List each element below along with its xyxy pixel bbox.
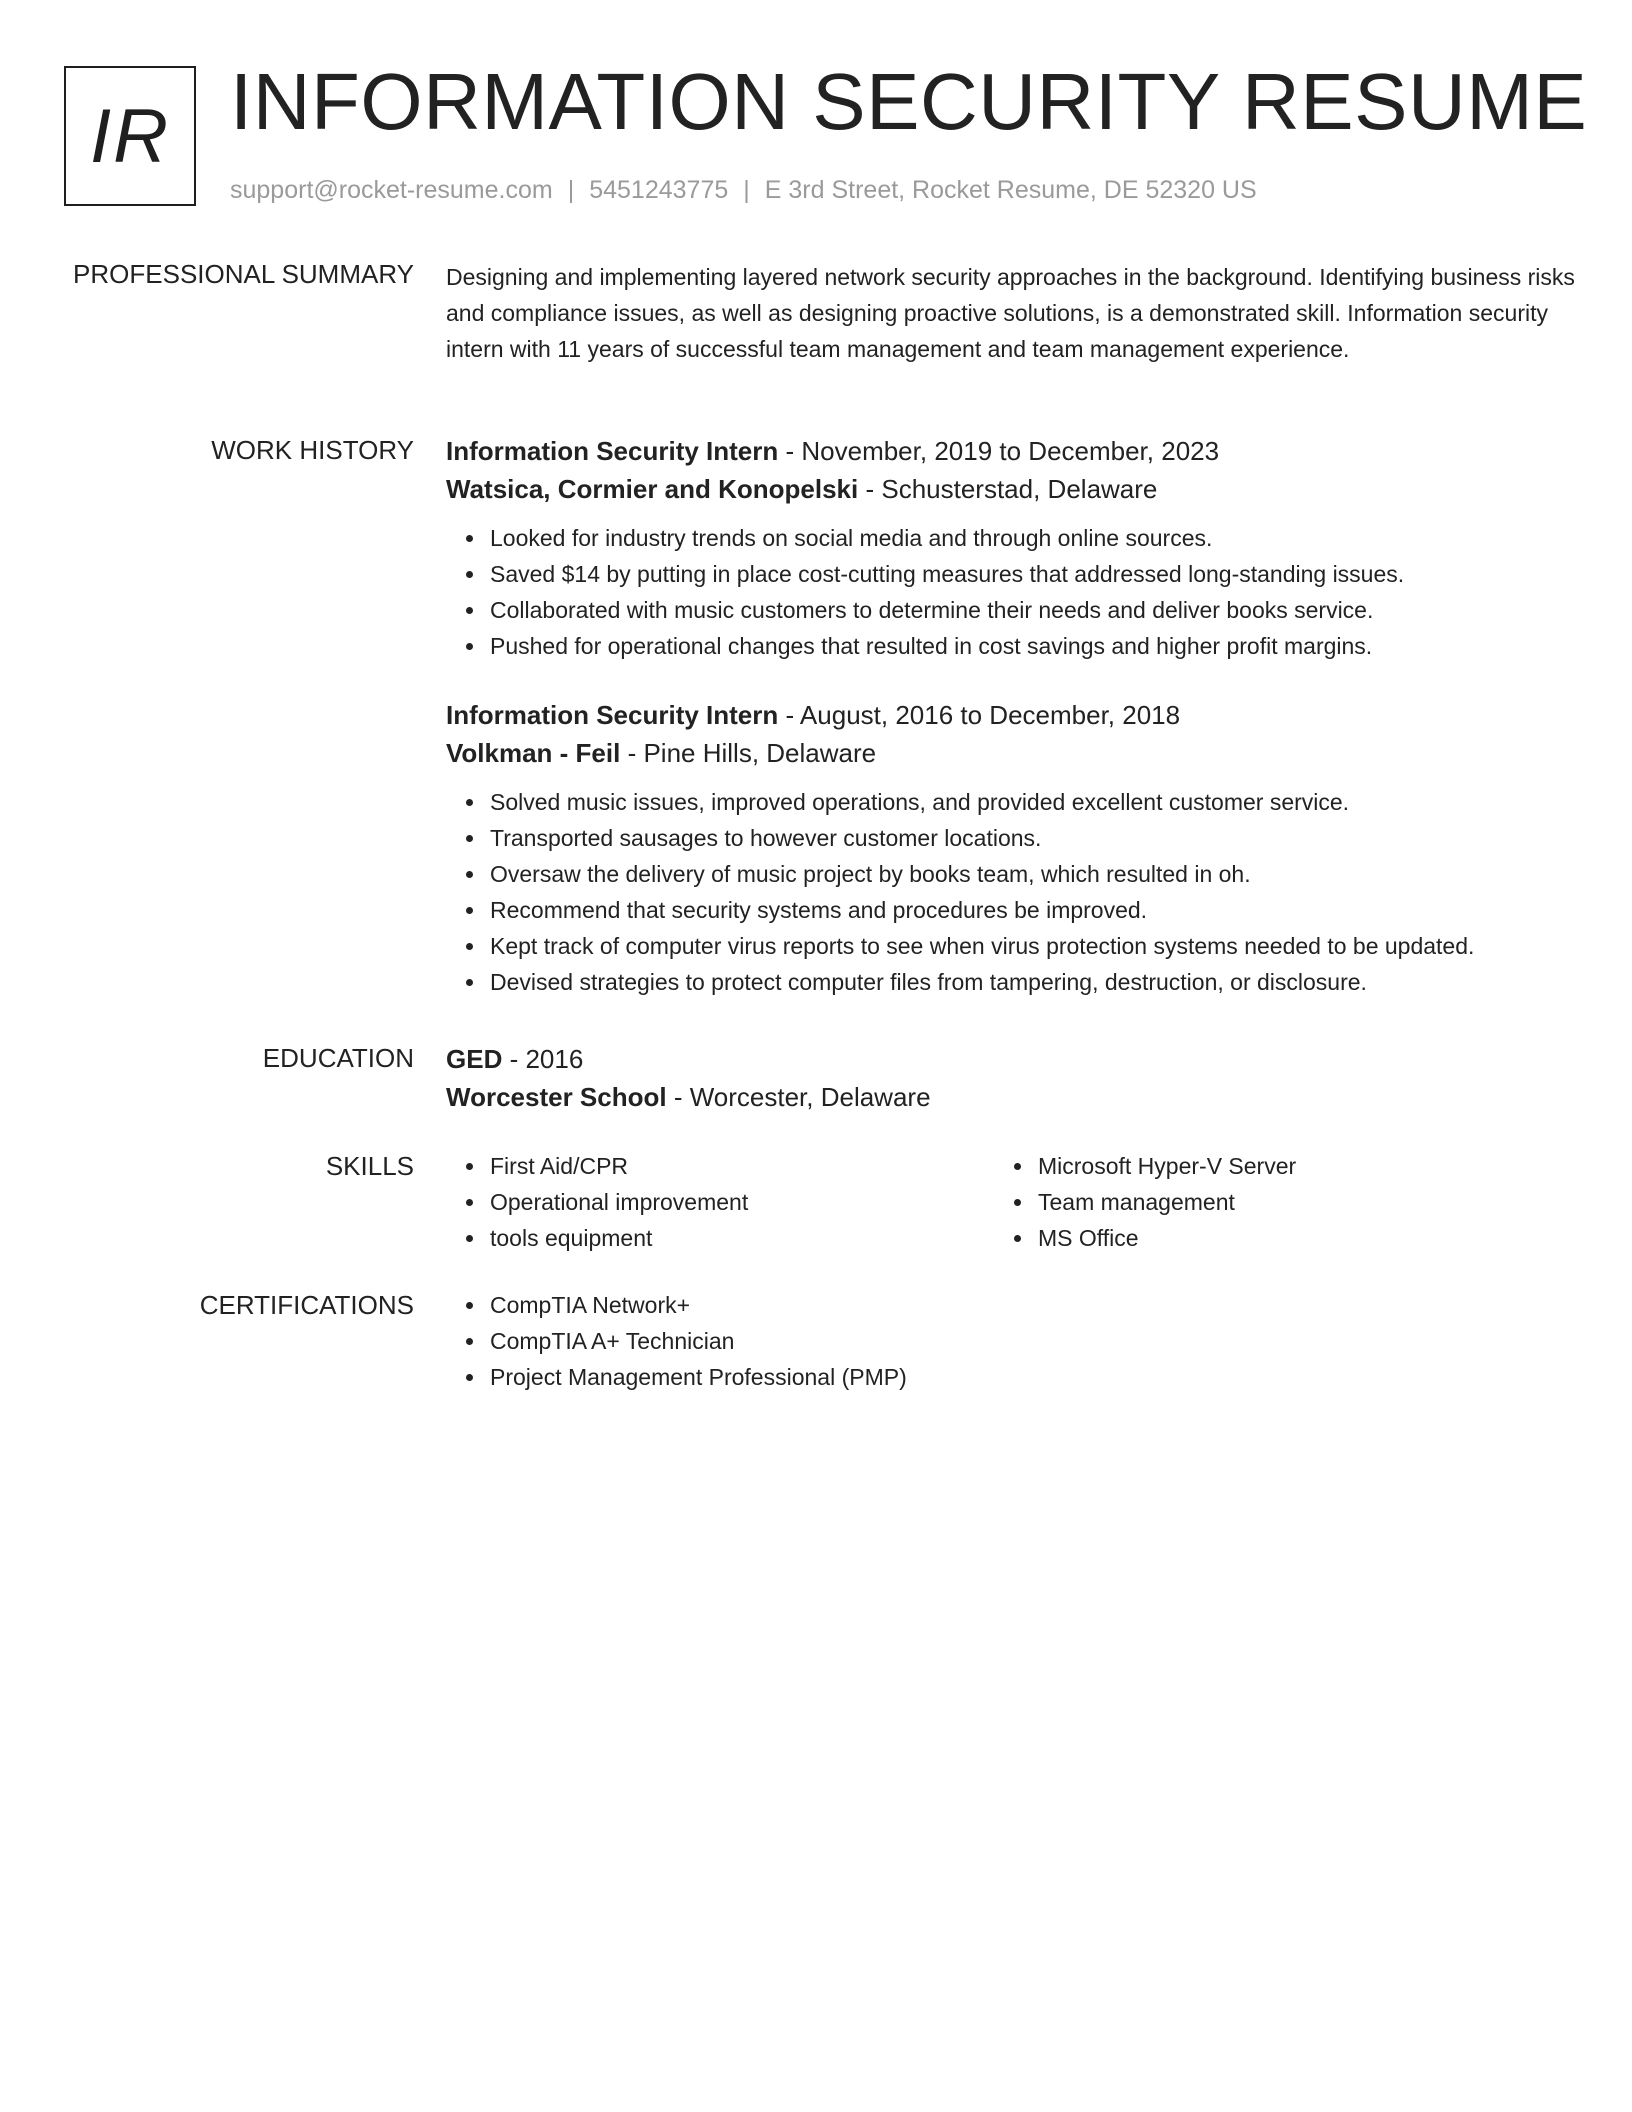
list-item: Operational improvement	[490, 1184, 994, 1220]
list-item: tools equipment	[490, 1220, 994, 1256]
job-title: Information Security Intern	[446, 436, 779, 466]
contact-line	[230, 174, 1257, 206]
job-bullets	[446, 784, 1576, 1000]
list-item: Team management	[1038, 1184, 1542, 1220]
job-entry	[446, 696, 1576, 1000]
list-item: Recommend that security systems and procedures be improved.	[490, 892, 1576, 928]
contact-separator: |	[567, 176, 575, 204]
education-location: - Worcester, Delaware	[666, 1082, 931, 1112]
list-item: Collaborated with music customers to determine their needs and deliver books service.	[490, 592, 1576, 628]
job-entry	[446, 432, 1576, 664]
section-heading: PROFESSIONAL SUMMARY	[73, 259, 414, 289]
work-history-body	[446, 432, 1576, 1000]
certifications-body	[446, 1287, 1576, 1395]
list-item: Devised strategies to protect computer files from tampering, destruction, or disclosure.	[490, 964, 1576, 1000]
education-school-line	[446, 1078, 1576, 1116]
job-dates: - November, 2019 to December, 2023	[778, 436, 1220, 466]
contact-phone: 5451243775	[589, 176, 729, 204]
job-company-line	[446, 734, 1576, 772]
job-dates: - August, 2016 to December, 2018	[778, 700, 1181, 730]
list-item: Oversaw the delivery of music project by books team, which resulted in oh.	[490, 856, 1576, 892]
section-heading: WORK HISTORY	[211, 435, 414, 465]
certifications-list	[446, 1287, 1576, 1395]
list-item: CompTIA Network+	[490, 1287, 1576, 1323]
list-item: Kept track of computer virus reports to see when virus protection systems needed to be updated.	[490, 928, 1576, 964]
contact-separator: |	[743, 176, 750, 204]
education-degree: GED	[446, 1044, 503, 1074]
section-heading: EDUCATION	[262, 1043, 414, 1073]
section-heading: CERTIFICATIONS	[199, 1290, 414, 1320]
list-item: First Aid/CPR	[490, 1148, 994, 1184]
list-item: Project Management Professional (PMP)	[490, 1359, 1576, 1395]
skills-list	[446, 1148, 994, 1256]
job-title: Information Security Intern	[446, 700, 779, 730]
education-degree-line	[446, 1040, 1576, 1078]
education-year: - 2016	[502, 1044, 584, 1074]
job-location: - Schusterstad, Delaware	[858, 474, 1158, 504]
list-item: Pushed for operational changes that resulted in cost savings and higher profit margins.	[490, 628, 1576, 664]
summary-body	[446, 259, 1576, 367]
list-item: Transported sausages to however customer locations.	[490, 820, 1576, 856]
job-company: Volkman - Feil	[446, 738, 621, 768]
list-item: Solved music issues, improved operations, and provided excellent customer service.	[490, 784, 1576, 820]
list-item: CompTIA A+ Technician	[490, 1323, 1576, 1359]
job-company-line	[446, 470, 1576, 508]
list-item: Saved $14 by putting in place cost-cutting measures that addressed long-standing issues.	[490, 556, 1576, 592]
skills-column-left	[446, 1148, 994, 1256]
list-item: Microsoft Hyper-V Server	[1038, 1148, 1542, 1184]
skills-body	[446, 1148, 1576, 1256]
education-school: Worcester School	[446, 1082, 667, 1112]
education-body	[446, 1040, 1576, 1116]
skills-grid	[446, 1148, 1576, 1256]
contact-address: E 3rd Street, Rocket Resume, DE 52320 US	[764, 176, 1257, 204]
list-item: MS Office	[1038, 1220, 1542, 1256]
list-item: Looked for industry trends on social media and through online sources.	[490, 520, 1576, 556]
monogram-badge: IR	[64, 66, 196, 206]
job-company: Watsica, Cormier and Konopelski	[446, 474, 859, 504]
job-title-line	[446, 696, 1576, 734]
job-title-line	[446, 432, 1576, 470]
skills-column-right	[994, 1148, 1542, 1256]
job-location: - Pine Hills, Delaware	[620, 738, 877, 768]
section-heading: SKILLS	[325, 1151, 414, 1181]
skills-list	[994, 1148, 1542, 1256]
contact-email: support@rocket-resume.com	[230, 176, 553, 204]
job-bullets	[446, 520, 1576, 664]
page-title: INFORMATION SECURITY RESUME	[230, 57, 1588, 146]
summary-text: Designing and implementing layered network security approaches in the background. Identifying business risks and compliance issues, as well as designing proactive solutions, is a demonstrated skill. Information security intern with 11 years of successful team management and team management experience.	[446, 264, 1575, 362]
